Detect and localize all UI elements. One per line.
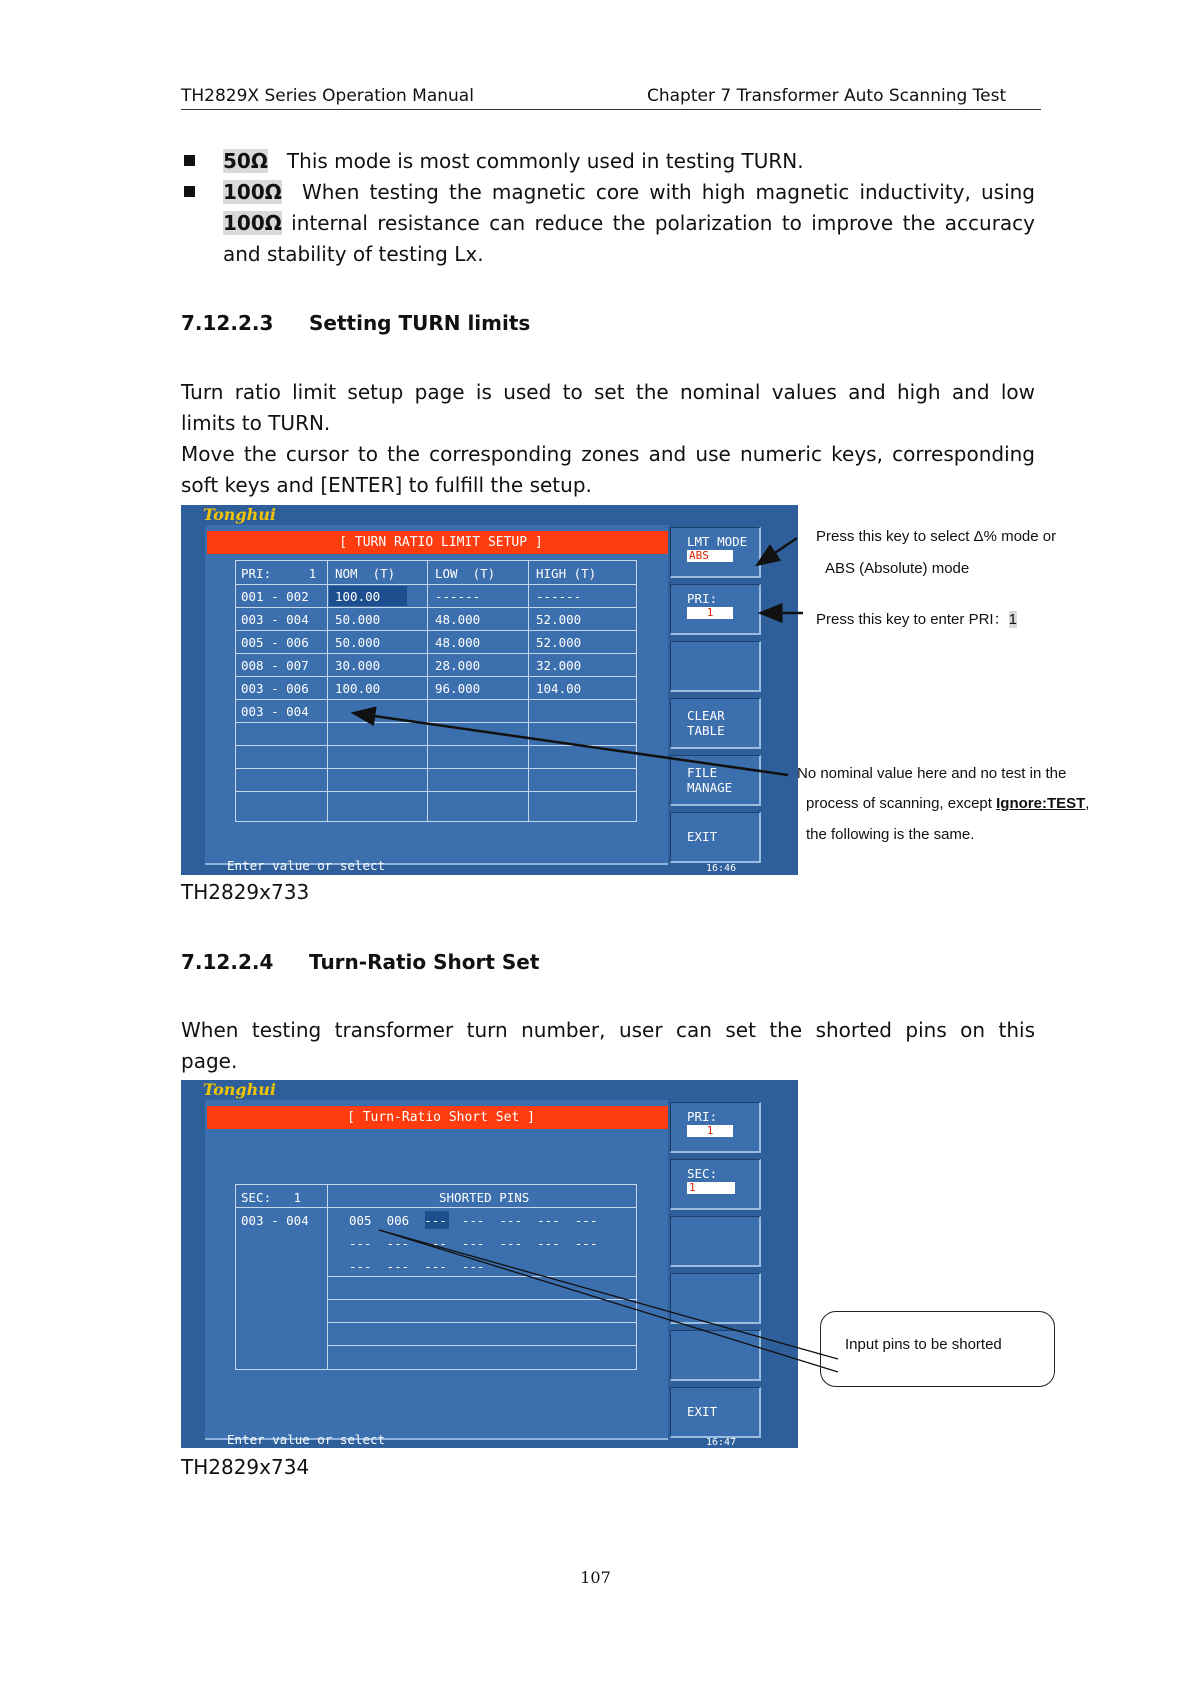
- section-number: 7.12.2.3: [181, 311, 274, 335]
- table-cell[interactable]: 100.00: [335, 589, 381, 604]
- status-line: Enter value or select: [227, 1432, 386, 1447]
- table-cell: 005 - 006: [241, 635, 309, 650]
- tonghui-logo: Tonghui: [203, 505, 276, 524]
- screen-title: [ Turn-Ratio Short Set ]: [207, 1106, 675, 1129]
- paragraph-line: When testing transformer turn number, user can set the shorted pins on this: [181, 1018, 1035, 1042]
- table-cell[interactable]: 48.000: [435, 635, 481, 650]
- pri-note-value: 1: [1008, 611, 1017, 628]
- callout-leader: [379, 1230, 838, 1359]
- table-cell[interactable]: ------: [536, 589, 582, 604]
- table-header: SHORTED PINS: [439, 1190, 530, 1205]
- screen-title: [ TURN RATIO LIMIT SETUP ]: [207, 531, 675, 554]
- table-cell[interactable]: 52.000: [536, 635, 582, 650]
- table-cell[interactable]: 32.000: [536, 658, 582, 673]
- bullet-key: 50Ω: [223, 149, 268, 173]
- softkey-value: 1: [687, 1182, 735, 1194]
- paragraph-line: soft keys and [ENTER] to fulfill the setup.: [181, 473, 592, 497]
- tonghui-logo: Tonghui: [203, 1080, 276, 1099]
- status-line: Enter value or select: [227, 858, 386, 873]
- pins-row[interactable]: --- --- --- ---: [349, 1259, 485, 1274]
- clock: 16:47: [706, 1437, 737, 1448]
- section-title: Setting TURN limits: [309, 311, 531, 335]
- table-cell[interactable]: 28.000: [435, 658, 481, 673]
- section-number: 7.12.2.4: [181, 950, 274, 974]
- table-cell[interactable]: 48.000: [435, 612, 481, 627]
- table-header: SEC: 1: [241, 1190, 302, 1205]
- bullet-text: internal resistance can reduce the polarization to improve the accuracy: [291, 211, 1036, 235]
- table-cell: 003 - 004: [241, 612, 309, 627]
- table-header: HIGH (T): [536, 566, 597, 581]
- table-cell: 003 - 004: [241, 704, 309, 719]
- clock: 16:46: [706, 863, 737, 874]
- table-cell[interactable]: 50.000: [335, 612, 381, 627]
- softkey-label: PRI:: [687, 1109, 718, 1124]
- table-cell: 001 - 002: [241, 589, 309, 604]
- paragraph-line: Move the cursor to the corresponding zones and use numeric keys, corresponding: [181, 442, 1035, 466]
- paragraph-line: Turn ratio limit setup page is used to set the nominal values and high and low: [181, 380, 1035, 404]
- callout-leader: [379, 1230, 838, 1372]
- ignore-test-term: Ignore:TEST: [996, 795, 1086, 812]
- lmt-mode-arrow: [757, 538, 797, 565]
- paragraph-line: limits to TURN.: [181, 411, 331, 435]
- bullet-key: 100Ω: [223, 211, 282, 235]
- softkey-label: CLEAR TABLE: [687, 708, 725, 738]
- pri-note-text: Press this key to enter PRI：: [816, 611, 1009, 628]
- paragraph-line: page.: [181, 1049, 238, 1073]
- softkey-label: PRI:: [687, 591, 718, 606]
- nominal-note-text: process of scanning, except: [806, 795, 997, 812]
- softkey-label: FILE MANAGE: [687, 765, 733, 795]
- nominal-note-text: ,: [1085, 795, 1090, 812]
- pins-row[interactable]: --- --- --- --- --- --- ---: [349, 1236, 598, 1251]
- table-cell[interactable]: 104.00: [536, 681, 582, 696]
- table-header: PRI: 1: [241, 566, 317, 581]
- softkey-label: LMT MODE: [687, 534, 748, 549]
- table-header: NOM (T): [335, 566, 396, 581]
- section-title: Turn-Ratio Short Set: [309, 950, 540, 974]
- softkey-label: SEC:: [687, 1166, 718, 1181]
- bullet-text: This mode is most commonly used in testing TURN.: [286, 149, 804, 173]
- table-cell[interactable]: 50.000: [335, 635, 381, 650]
- table-cell[interactable]: 100.00: [335, 681, 381, 696]
- softkey-label: EXIT: [687, 1404, 718, 1419]
- table-cell: 003 - 004: [241, 1213, 309, 1228]
- table-cell[interactable]: ------: [435, 589, 481, 604]
- pins-row[interactable]: 005 006 --- --- --- --- ---: [349, 1213, 598, 1228]
- lmt-mode-note: Press this key to select Δ% mode or: [816, 528, 1057, 545]
- table-cell: 003 - 006: [241, 681, 309, 696]
- callout-text: Input pins to be shorted: [845, 1336, 1002, 1353]
- nominal-arrow: [353, 713, 788, 775]
- bullet-key: 100Ω: [223, 180, 282, 204]
- header-manual-title: TH2829X Series Operation Manual: [181, 86, 474, 106]
- bullet-line: and stability of testing Lx.: [223, 242, 484, 266]
- softkey-value: ABS: [687, 550, 733, 562]
- table-header: LOW (T): [435, 566, 496, 581]
- lmt-mode-note: ABS (Absolute) mode: [825, 560, 970, 577]
- figure-caption: TH2829x733: [181, 880, 310, 904]
- page-number: 107: [580, 1568, 611, 1587]
- figure-caption: TH2829x734: [181, 1455, 310, 1479]
- softkey-value: 1: [687, 1125, 733, 1137]
- softkey-label: EXIT: [687, 829, 718, 844]
- table-cell: 008 - 007: [241, 658, 309, 673]
- table-cell[interactable]: 52.000: [536, 612, 582, 627]
- nominal-note: No nominal value here and no test in the: [797, 765, 1067, 782]
- table-cell[interactable]: 30.000: [335, 658, 381, 673]
- header-chapter-title: Chapter 7 Transformer Auto Scanning Test: [647, 86, 1007, 106]
- bullet-text: When testing the magnetic core with high magnetic inductivity, using: [301, 180, 1036, 204]
- nominal-note: the following is the same.: [806, 826, 975, 843]
- table-cell[interactable]: 96.000: [435, 681, 481, 696]
- softkey-value: 1: [687, 607, 733, 619]
